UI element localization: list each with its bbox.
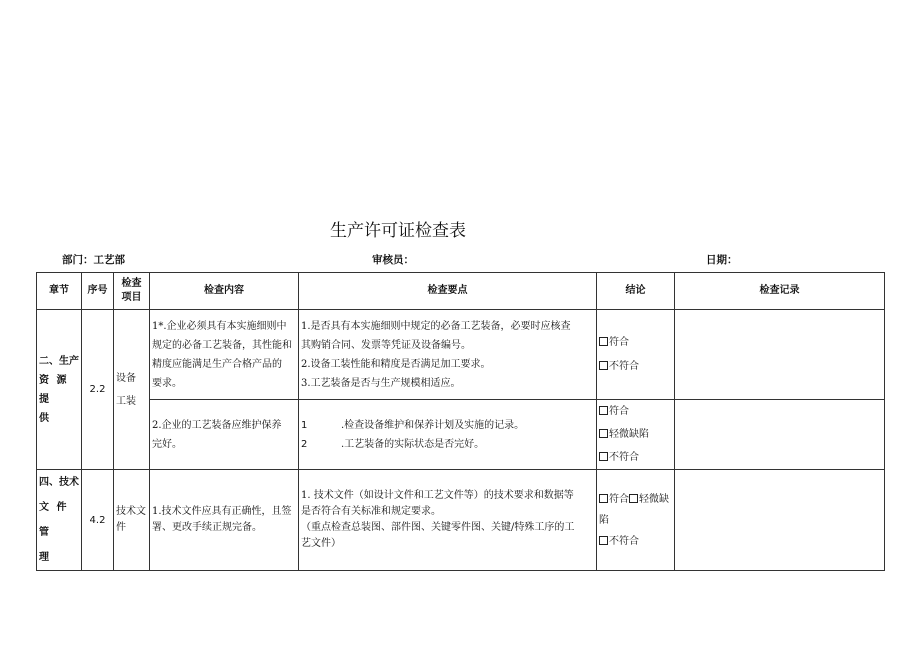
col-header-item: 检查项目 [114,273,150,310]
col-header-chapter: 章节 [37,273,82,310]
checkbox-icon [599,452,608,461]
item-cell: 设备 工装 [114,310,150,470]
table-row [37,400,885,470]
conclusion-option[interactable]: 轻微缺陷 [599,423,672,446]
checkbox-icon [599,337,608,346]
conclusion-option[interactable]: 不符合 [599,446,672,469]
points-cell: 1. 技术文件（如设计文件和工艺文件等）的技术要求和数据等 是否符合有关标准和规定要求。 （重点检查总装图、部件图、关键零件图、关键/特殊工序的工 艺文件） [299,470,597,571]
conclusion-option[interactable]: 不符合 [599,355,672,379]
department-label: 部门：工艺部 [62,254,125,266]
col-header-record: 检查记录 [675,273,885,310]
page-title: 生产许可证检查表 [330,221,466,241]
points-cell: 1 .检查设备维护和保养计划及实施的记录。 2 .工艺装备的实际状态是否完好。 [299,400,597,470]
col-header-conclusion: 结论 [597,273,675,310]
checkbox-icon [599,536,608,545]
item-cell: 技术文 件 [114,470,150,571]
record-cell[interactable] [675,310,885,400]
conclusion-cell: 符合 轻微缺 陷 不符合 [597,470,675,571]
conclusion-cell [597,310,675,400]
checkbox-icon [599,429,608,438]
conclusion-option[interactable]: 不符合 [599,531,672,552]
content-cell: 1.技术文件应具有正确性，且签 署、更改手续正规完备。 [150,470,299,571]
checklist-table [36,272,885,571]
conclusion-option[interactable]: 符合 [599,331,672,355]
conclusion-option[interactable]: 符合 [599,400,672,423]
chapter-cell: 四、技术 文 件 管 理 [37,470,82,571]
checkbox-icon [599,406,608,415]
record-cell[interactable] [675,400,885,470]
checkbox-icon [599,494,608,503]
conclusion-option[interactable]: 符合 轻微缺 [599,489,672,510]
table-row [37,470,885,571]
reviewer-label: 审核员： [372,254,414,266]
table-header-row [37,273,885,310]
chapter-cell: 二、生产 资 源 提 供 [37,310,82,470]
content-cell: 1*.企业必须具有本实施细则中 规定的必备工艺装备，其性能和 精度应能满足生产合格产品的 要求。 [150,310,299,400]
conclusion-cell [597,400,675,470]
number-cell: 4.2 [82,470,114,571]
col-header-content: 检查内容 [150,273,299,310]
content-cell: 2.企业的工艺装备应维护保养 完好。 [150,400,299,470]
date-label: 日期： [706,254,738,266]
table-row [37,310,885,400]
number-cell: 2.2 [82,310,114,470]
col-header-points: 检查要点 [299,273,597,310]
record-cell[interactable] [675,470,885,571]
checkbox-icon [599,361,608,370]
checkbox-icon [629,494,638,503]
points-cell: 1.是否具有本实施细则中规定的必备工艺装备，必要时应核查 其购销合同、发票等凭证及设备编号。 2.设备工装性能和精度是否满足加工要求。 3.工艺装备是否与生产规模相适应。 [299,310,597,400]
col-header-number: 序号 [82,273,114,310]
